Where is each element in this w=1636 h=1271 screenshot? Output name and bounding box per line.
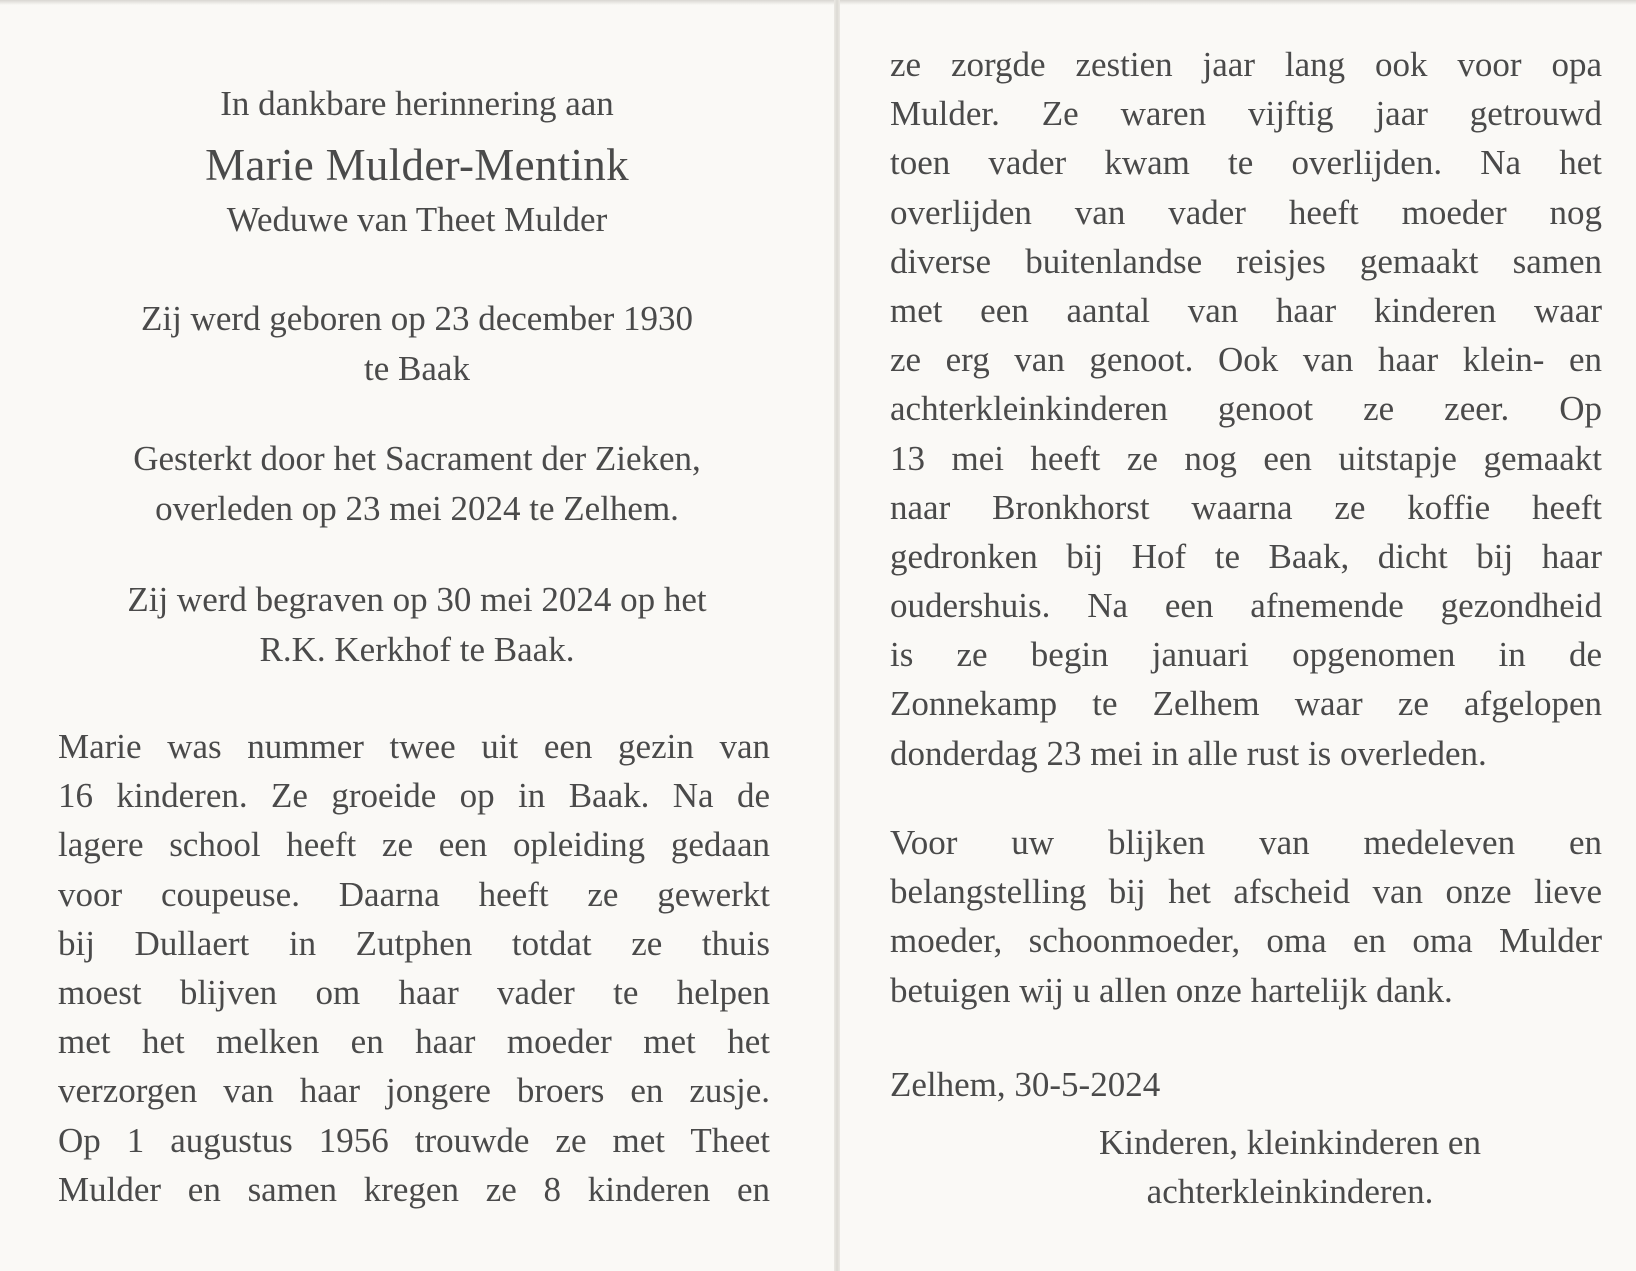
story-line: met een aantal van haar kinderen waar [890,290,1602,330]
death-info [0,434,834,534]
birth-line: te Baak [364,349,470,388]
widow-of-text: Weduwe van Theet Mulder [226,200,608,239]
thanks-line: betuigen wij u allen onze hartelijk dank. [890,970,1453,1010]
story-line: Mulder. Ze waren vijftig jaar getrouwd [890,94,1602,134]
story-line: is ze begin januari opgenomen in de [890,635,1602,675]
story-line: 13 mei heeft ze nog een uitstapje gemaakt [890,438,1602,478]
story-line: ze erg van genoot. Ook van haar klein- en [890,340,1602,380]
signature-line: achterkleinkinderen. [1146,1172,1434,1211]
thanks-paragraph [890,818,1602,1015]
biography-paragraph [58,722,770,1214]
burial-line: Zij werd begraven op 30 mei 2024 op het [127,580,707,619]
biography-line: moest blijven om haar vader te helpen [58,972,770,1012]
biography-line: verzorgen van haar jongere broers en zusje. [58,1071,770,1111]
signature [1090,1118,1490,1216]
thanks-line: Voor uw blijken van medeleven en [890,823,1602,862]
signature-line: Kinderen, kleinkinderen en [1099,1123,1481,1162]
biography-line: voor coupeuse. Daarna heeft ze gewerkt [58,874,770,914]
death-line: Gesterkt door het Sacrament der Zieken, [133,439,701,478]
story-line: gedronken bij Hof te Baak, dicht bij haar [890,536,1602,576]
biography-line: Mulder en samen kregen ze 8 kinderen en [58,1169,770,1209]
intro-text: In dankbare herinnering aan [220,84,614,123]
story-line: diverse buitenlandse reisjes gemaakt samen [890,241,1602,281]
burial-line: R.K. Kerkhof te Baak. [259,630,575,669]
story-line: toen vader kwam te overlijden. Na het [890,143,1602,183]
story-line: oudershuis. Na een afnemende gezondheid [890,586,1602,626]
place-date: Zelhem, 30-5-2024 [890,1065,1161,1104]
deceased-name: Marie Mulder-Mentink [205,140,629,190]
biography-line: lagere school heeft ze een opleiding gedaan [58,825,770,865]
death-line: overleden op 23 mei 2024 te Zelhem. [155,489,679,528]
biography-line: bij Dullaert in Zutphen totdat ze thuis [58,923,770,963]
story-line: overlijden van vader heeft moeder nog [890,192,1602,232]
story-line: achterkleinkinderen genoot ze zeer. Op [890,389,1602,429]
burial-info [0,575,834,675]
right-panel [840,0,1636,1271]
biography-line: Marie was nummer twee uit een gezin van [58,727,770,766]
story-line: donderdag 23 mei in alle rust is overleden. [890,733,1487,773]
story-line: naar Bronkhorst waarna ze koffie heeft [890,487,1602,527]
birth-info [0,294,834,394]
thanks-line: moeder, schoonmoeder, oma en oma Mulder [890,921,1602,961]
birth-line: Zij werd geboren op 23 december 1930 [140,299,694,338]
story-paragraph [890,40,1602,778]
biography-line: Op 1 augustus 1956 trouwde ze met Theet [58,1120,770,1160]
story-line: Zonnekamp te Zelhem waar ze afgelopen [890,684,1602,724]
story-line: ze zorgde zestien jaar lang ook voor opa [890,45,1602,84]
biography-line: 16 kinderen. Ze groeide op in Baak. Na de [58,776,770,816]
biography-line: met het melken en haar moeder met het [58,1022,770,1062]
thanks-line: belangstelling bij het afscheid van onze lieve [890,872,1602,912]
